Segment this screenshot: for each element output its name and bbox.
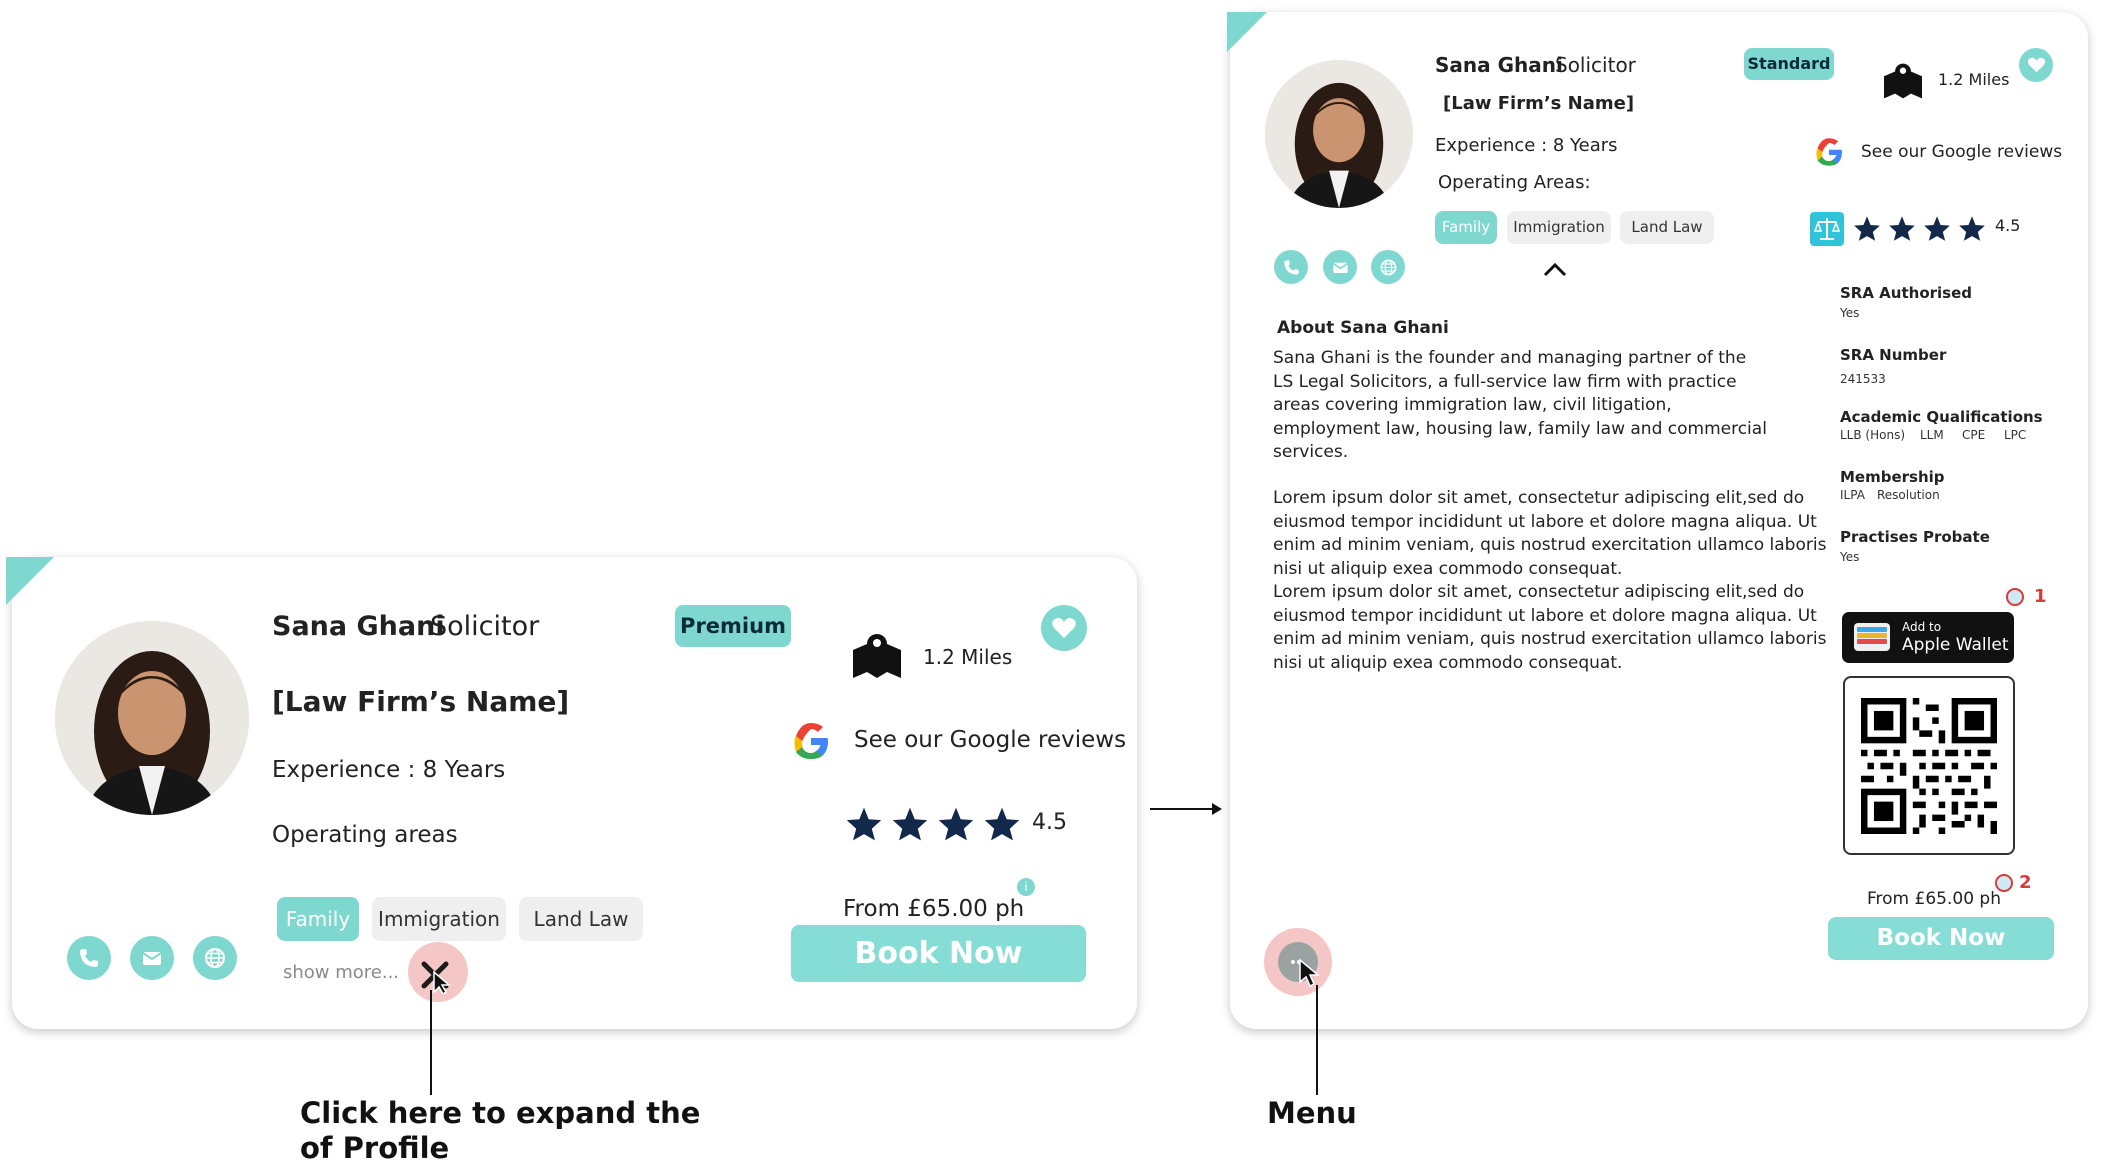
membership-label: Membership: [1840, 468, 1945, 486]
phone-button[interactable]: [67, 936, 111, 980]
map-pin-icon: [851, 632, 903, 680]
annotation-line: [430, 990, 432, 1095]
heart-icon: [2027, 56, 2046, 74]
star-icon: [845, 806, 883, 842]
google-icon: [1813, 136, 1845, 168]
probate-value: Yes: [1840, 550, 1860, 564]
sra-number-value: 241533: [1840, 372, 1886, 386]
qualification-item: LLB (Hons): [1840, 428, 1906, 442]
scales-icon: [1810, 212, 1844, 246]
price: From £65.00 ph: [1867, 889, 2001, 909]
tier-badge: Standard: [1744, 48, 1834, 80]
favorite-button[interactable]: [1041, 605, 1087, 651]
show-more-link[interactable]: show more...: [283, 962, 400, 983]
website-button[interactable]: [193, 936, 237, 980]
email-button[interactable]: [1323, 250, 1357, 284]
star-icon: [937, 806, 975, 842]
card-corner-accent: [1227, 12, 1267, 52]
star-icon: [1853, 215, 1881, 242]
star-icon: [1888, 215, 1916, 242]
book-now-button[interactable]: Book Now: [1828, 917, 2054, 960]
tag-family[interactable]: Family: [1435, 211, 1497, 244]
tag-land-law[interactable]: Land Law: [1620, 211, 1714, 244]
star-icon: [1958, 215, 1986, 242]
lawyer-name: Sana Ghani: [1435, 53, 1563, 77]
google-reviews-link[interactable]: See our Google reviews: [1861, 142, 2063, 162]
qualification-item: LLM: [1920, 428, 1944, 442]
rating-value: 4.5: [1995, 216, 2021, 235]
qualifications-label: Academic Qualifications: [1840, 408, 2043, 426]
expand-annotation-line2: of Profile: [300, 1131, 450, 1165]
chevron-up-icon[interactable]: [1542, 260, 1568, 278]
star-icon: [983, 806, 1021, 842]
firm-name: [Law Firm’s Name]: [272, 685, 570, 718]
about-title: About Sana Ghani: [1277, 318, 1449, 338]
cursor-pointer-icon: [1298, 958, 1322, 988]
tag-family[interactable]: Family: [277, 897, 359, 941]
qualification-item: LPC: [2004, 428, 2027, 442]
close-x-icon: [418, 958, 454, 994]
avatar: [55, 621, 249, 815]
book-now-button[interactable]: Book Now: [791, 925, 1086, 982]
firm-name: [Law Firm’s Name]: [1443, 93, 1635, 114]
sra-authorised-label: SRA Authorised: [1840, 284, 1973, 302]
phone-icon: [1282, 258, 1301, 277]
heart-icon: [1051, 616, 1077, 640]
avatar: [1265, 60, 1413, 208]
lawyer-name: Sana Ghani: [272, 611, 445, 642]
favorite-button[interactable]: [2019, 48, 2053, 82]
operating-areas-label: Operating Areas:: [1438, 172, 1591, 193]
lawyer-role: Solicitor: [1555, 53, 1636, 77]
note-number: 1: [2034, 586, 2047, 607]
google-reviews-link[interactable]: See our Google reviews: [854, 727, 1127, 753]
tag-land-law[interactable]: Land Law: [519, 897, 643, 941]
globe-icon: [1379, 258, 1398, 277]
sra-number-label: SRA Number: [1840, 346, 1947, 364]
sra-authorised-value: Yes: [1840, 306, 1860, 320]
mail-icon: [1331, 258, 1350, 277]
distance: 1.2 Miles: [923, 645, 1013, 669]
experience: Experience : 8 Years: [272, 757, 506, 783]
menu-annotation: Menu: [1267, 1096, 1357, 1130]
membership-item: ILPA: [1840, 488, 1865, 502]
google-icon: [790, 720, 832, 762]
qr-code: [1843, 676, 2015, 855]
qualification-item: CPE: [1962, 428, 1986, 442]
operating-areas-label: Operating areas: [272, 822, 458, 848]
email-button[interactable]: [130, 936, 174, 980]
membership-item: Resolution: [1877, 488, 1940, 502]
star-icon: [891, 806, 929, 842]
apple-wallet-button[interactable]: [1842, 612, 2014, 663]
phone-icon: [77, 946, 101, 970]
website-button[interactable]: [1371, 250, 1405, 284]
annotation-line: [1316, 985, 1318, 1095]
map-pin-icon: [1882, 62, 1924, 100]
price: From £65.00 ph: [843, 896, 1025, 922]
wallet-big-label: Apple Wallet: [1902, 635, 2009, 655]
experience: Experience : 8 Years: [1435, 135, 1618, 156]
lawyer-role: Solicitor: [430, 611, 540, 642]
probate-label: Practises Probate: [1840, 528, 1990, 546]
note-number: 2: [2019, 872, 2032, 893]
distance: 1.2 Miles: [1938, 70, 2010, 89]
tier-badge: Premium: [675, 605, 791, 647]
wallet-small-label: Add to: [1902, 620, 1942, 634]
card-corner-accent: [6, 557, 54, 605]
lorem-text: Lorem ipsum dolor sit amet, consectetur adipiscing elit,sed do eiusmod tempor incididunt ut labore et dolore magna aliqua. Ut enim ad minim veniam, quis nostrud exercitation ullamco laboris nisi ut aliquip exea commodo consequat. Lorem ipsum dolor sit amet, consectetur adipiscing elit,sed do eiusmod tempor incididunt ut labore et dolore magna aliqua. Ut enim ad minim veniam, quis nostrud exercitation ullamco laboris nisi ut aliquip exea commodo consequat.: [1273, 488, 1827, 673]
rating-value: 4.5: [1032, 810, 1067, 835]
mail-icon: [140, 946, 164, 970]
phone-button[interactable]: [1274, 250, 1308, 284]
arrow-right-icon: [1148, 798, 1224, 820]
expand-annotation-line1: Click here to expand the: [300, 1096, 701, 1130]
star-icon: [1923, 215, 1951, 242]
tag-immigration[interactable]: Immigration: [1507, 211, 1611, 244]
tag-immigration[interactable]: Immigration: [372, 897, 506, 941]
globe-icon: [203, 946, 227, 970]
note-marker-icon: [2006, 588, 2024, 606]
about-text: Sana Ghani is the founder and managing partner of the LS Legal Solicitors, a full-service law firm with practice areas covering immigration law, civil litigation, employment law, housing law, family law and commercial services.: [1273, 348, 1767, 462]
wallet-icon: [1854, 623, 1890, 651]
info-icon[interactable]: i: [1017, 878, 1035, 896]
